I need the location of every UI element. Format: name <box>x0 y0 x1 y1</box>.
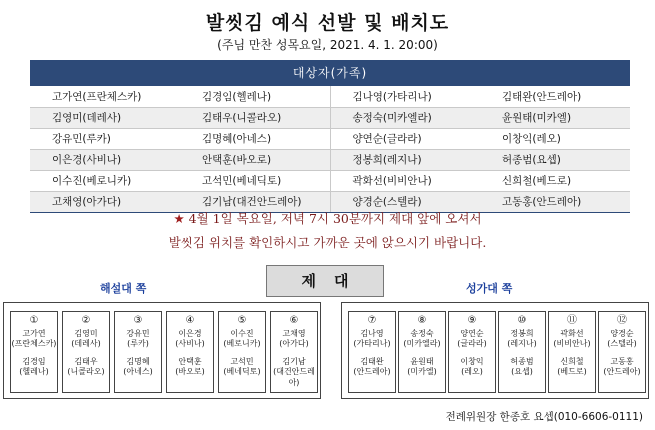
left-seating-section <box>3 302 321 399</box>
page-title: 발씻김 예식 선발 및 배치도 <box>205 12 450 34</box>
seat-person-baptismal: (아네스) <box>123 367 153 376</box>
table-cell: 김태우(니콜라오) <box>180 107 330 128</box>
seat-person-baptismal: (헬레나) <box>19 367 49 376</box>
altar-box: 제대 <box>266 265 384 297</box>
roster-header: 대상자(가족) <box>30 60 630 86</box>
table-cell: 고석민(베네딕토) <box>180 170 330 191</box>
seat-person-name: 고동홍 <box>610 356 634 366</box>
seat-person-name: 이창익 <box>460 356 484 366</box>
seat-person-name: 송정숙 <box>410 328 434 338</box>
notice-line-2: 발씻김 위치를 확인하시고 가까운 곳에 앉으시기 바랍니다. <box>168 235 487 250</box>
seat-number: ⑪ <box>567 315 577 326</box>
table-cell: 양연순(글라라) <box>330 128 480 149</box>
seat-card <box>270 311 318 393</box>
table-cell: 안택훈(바오로) <box>180 149 330 170</box>
table-cell: 신희철(베드로) <box>480 170 630 191</box>
roster-table <box>30 86 630 213</box>
seat-person-baptismal: (요셉) <box>511 367 533 376</box>
table-cell: 김태완(안드레아) <box>480 86 630 107</box>
seat-card <box>398 311 446 393</box>
seat-card <box>548 311 596 393</box>
seat-person-name: 윤원태 <box>410 356 434 366</box>
table-row <box>30 107 630 128</box>
seat-person-baptismal: (스텔라) <box>607 339 637 348</box>
seat-number: ① <box>29 315 39 326</box>
table-cell: 김기남(대건안드레아) <box>180 191 330 212</box>
seat-person-baptismal: (프란체스카) <box>11 339 57 348</box>
seat-person-baptismal: (안드레아) <box>353 367 391 376</box>
seat-number: ⑫ <box>617 315 627 326</box>
seat-person-name: 정봉희 <box>510 328 534 338</box>
seat-number: ③ <box>133 315 143 326</box>
notice-line-1: ★ 4월 1일 목요일, 저녁 7시 30분까지 제대 앞에 오셔서 <box>173 211 482 226</box>
table-cell: 송정숙(미카엘라) <box>330 107 480 128</box>
seat-person-baptismal: (레오) <box>461 367 483 376</box>
table-cell: 김영미(데레사) <box>30 107 180 128</box>
seat-person-name: 고가연 <box>22 328 46 338</box>
table-cell: 고채영(아가다) <box>30 191 180 212</box>
table-cell: 이은경(사비나) <box>30 149 180 170</box>
seat-person-baptismal: (데레사) <box>71 339 101 348</box>
seat-card <box>114 311 162 393</box>
seat-person-baptismal: (비비안나) <box>553 339 591 348</box>
seat-person-baptismal: (레지나) <box>507 339 537 348</box>
seat-number: ⑦ <box>367 315 377 326</box>
table-cell: 허종범(요셉) <box>480 149 630 170</box>
seat-person-baptismal: (사비나) <box>175 339 205 348</box>
seat-person-name: 신희철 <box>560 356 584 366</box>
page-subtitle: (주님 만찬 성목요일, 2021. 4. 1. 20:00) <box>217 38 438 52</box>
table-cell: 강유민(루카) <box>30 128 180 149</box>
table-cell: 이수진(베로니카) <box>30 170 180 191</box>
seat-person-baptismal: (대건안드레아) <box>273 367 315 387</box>
table-cell: 곽화선(비비안나) <box>330 170 480 191</box>
table-cell: 김명혜(아네스) <box>180 128 330 149</box>
seat-person-name: 양경순 <box>610 328 634 338</box>
seat-person-name: 김태완 <box>360 356 384 366</box>
seat-person-name: 강유민 <box>126 328 150 338</box>
table-cell: 김나영(가타리나) <box>330 86 480 107</box>
seat-card <box>166 311 214 393</box>
seat-person-name: 양연순 <box>460 328 484 338</box>
seat-person-baptismal: (니콜라오) <box>67 367 105 376</box>
right-seating-section <box>341 302 649 399</box>
seat-number: ② <box>81 315 91 326</box>
seat-number: ⑨ <box>467 315 477 326</box>
seat-person-baptismal: (루카) <box>127 339 149 348</box>
roster-table-container <box>30 60 630 213</box>
seat-card <box>10 311 58 393</box>
seat-number: ④ <box>185 315 195 326</box>
table-row <box>30 170 630 191</box>
left-side-label: 해설대 쪽 <box>100 282 147 295</box>
notice-text <box>0 207 655 255</box>
seat-person-baptismal: (미카엘라) <box>403 339 441 348</box>
seat-person-name: 안택훈 <box>178 356 202 366</box>
seat-person-name: 김기남 <box>282 356 306 366</box>
seat-person-name: 김영미 <box>74 328 98 338</box>
seat-person-baptismal: (미카엘) <box>407 367 437 376</box>
table-row <box>30 128 630 149</box>
seat-number: ⑤ <box>237 315 247 326</box>
table-cell: 고동홍(안드레아) <box>480 191 630 212</box>
seat-person-baptismal: (베로니카) <box>223 339 261 348</box>
seat-card <box>218 311 266 393</box>
seat-person-baptismal: (아가다) <box>279 339 309 348</box>
table-row <box>30 149 630 170</box>
seat-person-name: 허종범 <box>510 356 534 366</box>
table-cell: 양경순(스텔라) <box>330 191 480 212</box>
table-cell: 이창익(레오) <box>480 128 630 149</box>
seat-person-baptismal: (안드레아) <box>603 367 641 376</box>
seat-card <box>348 311 396 393</box>
seat-number: ⑩ <box>517 315 527 326</box>
table-row <box>30 86 630 107</box>
seat-person-name: 곽화선 <box>560 328 584 338</box>
seat-person-name: 김태우 <box>74 356 98 366</box>
seat-number: ⑧ <box>417 315 427 326</box>
table-cell: 고가연(프란체스카) <box>30 86 180 107</box>
seat-card <box>498 311 546 393</box>
seat-person-name: 고채영 <box>282 328 306 338</box>
contact-info: 전례위원장 한종호 요셉(010-6606-0111) <box>445 411 643 423</box>
seat-person-name: 김경임 <box>22 356 46 366</box>
seat-person-name: 이수진 <box>230 328 254 338</box>
seat-person-name: 이은경 <box>178 328 202 338</box>
seat-person-baptismal: (베네딕토) <box>223 367 261 376</box>
table-cell: 정봉희(레지나) <box>330 149 480 170</box>
seat-card <box>448 311 496 393</box>
seat-person-baptismal: (바오로) <box>175 367 205 376</box>
table-cell: 김경임(헬레나) <box>180 86 330 107</box>
seat-person-baptismal: (글라라) <box>457 339 487 348</box>
seat-person-name: 김나영 <box>360 328 384 338</box>
seat-person-baptismal: (베드로) <box>557 367 587 376</box>
right-side-label: 성가대 쪽 <box>466 282 513 295</box>
seat-card <box>598 311 646 393</box>
seat-card <box>62 311 110 393</box>
seat-person-name: 고석민 <box>230 356 254 366</box>
table-cell: 윤원태(미카엘) <box>480 107 630 128</box>
seat-person-baptismal: (가타리나) <box>353 339 391 348</box>
star-icon: ★ <box>173 211 185 226</box>
seat-person-name: 김명혜 <box>126 356 150 366</box>
seat-number: ⑥ <box>289 315 299 326</box>
